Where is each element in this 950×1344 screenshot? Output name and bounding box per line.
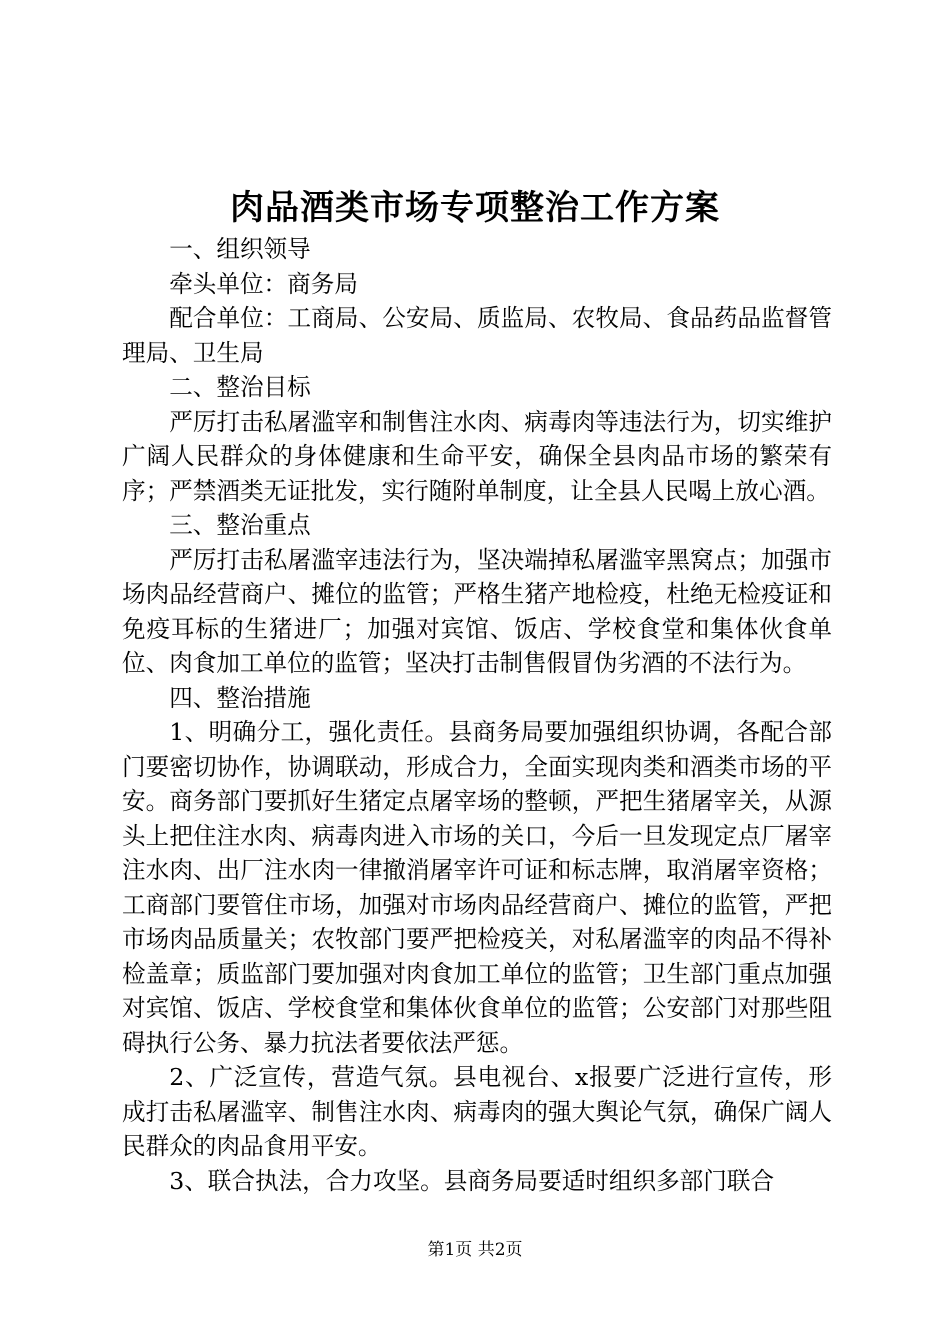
section-heading: 四、整治措施 — [169, 683, 311, 712]
body-paragraph: 1、明确分工，强化责任。县商务局要加强组织协调，各配合部门要密切协作，协调联动，形成合力，全面实现肉类和酒类市场的平安。商务部门要抓好生猪定点屠宰场的整顿，严把生猪屠宰关，从源头上把住注水肉、病毒肉进入市场的关口，今后一旦发现定点厂屠宰注水肉、出厂注水肉一律撤消屠宰许可证和标志牌，取消屠宰资格；工商部门要管住市场，加强对市场肉品经营商户、摊位的监管，严把市场肉品质量关；农牧部门要严把检疫关，对私屠滥宰的肉品不得补检盖章；质监部门要加强对肉食加工单位的监管；卫生部门重点加强对宾馆、饭店、学校食堂和集体伙食单位的监管；公安部门对那些阻碍执行公务、暴力抗法者要依法严惩。 — [122, 718, 832, 1057]
document-title: 肉品酒类市场专项整治工作方案 — [230, 188, 720, 228]
body-paragraph: 2、广泛宣传，营造气氛。县电视台、x报要广泛进行宣传，形成打击私屠滥宰、制售注水肉、病毒肉的强大舆论气氛，确保广阔人民群众的肉品食用平安。 — [122, 1063, 832, 1160]
lead-unit: 牵头单位：商务局 — [169, 269, 358, 298]
body-paragraph: 严厉打击私屠滥宰违法行为，坚决端掉私屠滥宰黑窝点；加强市场肉品经营商户、摊位的监管；严格生猪产地检疫，杜绝无检疫证和免疫耳标的生猪进厂；加强对宾馆、饭店、学校食堂和集体伙食单位、肉食加工单位的监管；坚决打击制售假冒伪劣酒的不法行为。 — [122, 545, 832, 677]
section-heading: 二、整治目标 — [169, 373, 311, 401]
document-body — [122, 232, 832, 1198]
cooperating-units: 配合单位：工商局、公安局、质监局、农牧局、食品药品监督管理局、卫生局 — [122, 304, 832, 367]
body-paragraph: 严厉打击私屠滥宰和制售注水肉、病毒肉等违法行为，切实维护广阔人民群众的身体健康和生命平安，确保全县肉品市场的繁荣有序；严禁酒类无证批发，实行随附单制度，让全县人民喝上放心酒。 — [122, 407, 832, 505]
body-paragraph: 3、联合执法，合力攻坚。县商务局要适时组织多部门联合 — [169, 1166, 775, 1195]
page-footer: 第1页 共2页 — [427, 1240, 523, 1260]
section-heading: 三、整治重点 — [169, 511, 311, 539]
section-heading: 一、组织领导 — [169, 235, 311, 263]
